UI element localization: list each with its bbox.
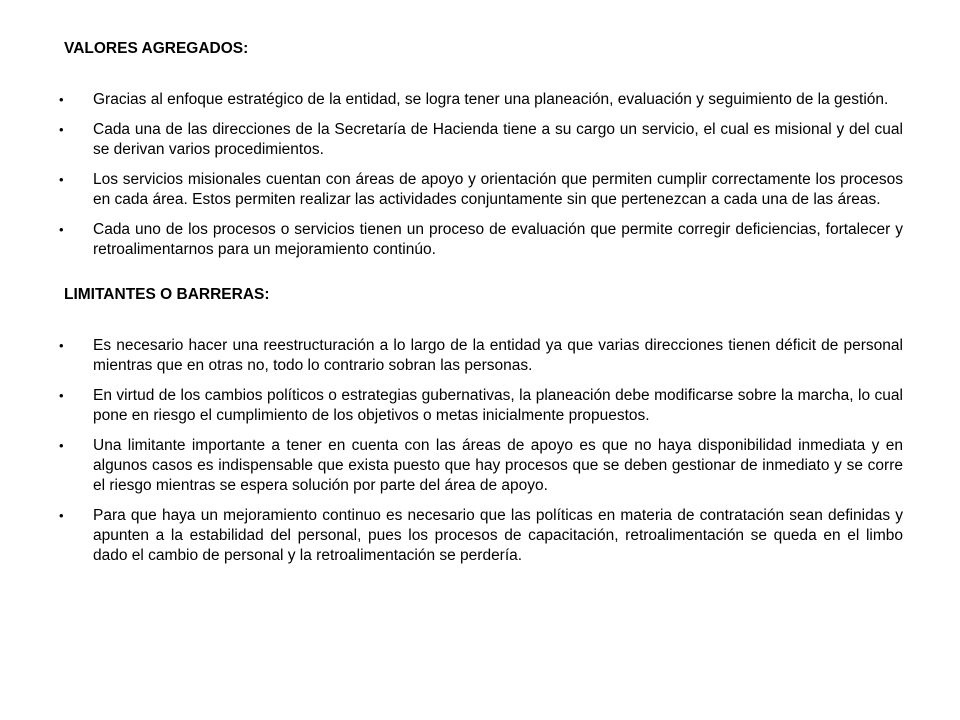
list-item [59,386,903,426]
list-item-text: Los servicios misionales cuentan con áreas de apoyo y orientación que permiten cumplir correctamente los procesos en cada área. Estos permiten realizar las actividades conjuntamente sin que pertenezcan a cada una de las áreas. [93,171,903,208]
bullet-icon: • [59,222,64,237]
bullet-list [59,90,903,260]
bullet-list [59,336,903,566]
list-item [59,90,903,110]
list-item-text: Una limitante importante a tener en cuenta con las áreas de apoyo es que no haya disponibilidad inmediata y en algunos casos es indispensable que exista puesto que hay procesos que se deben gestionar de inmediato y se corre el riesgo mientras se espera solución por parte del área de apoyo. [93,437,903,494]
list-item-text: Es necesario hacer una reestructuración a lo largo de la entidad ya que varias direcciones tienen déficit de personal mientras que en otras no, todo lo contrario sobran las personas. [93,337,903,374]
bullet-icon: • [59,172,64,187]
list-item [59,170,903,210]
bullet-icon: • [59,92,64,107]
list-item-text: Cada uno de los procesos o servicios tienen un proceso de evaluación que permite corregir deficiencias, fortalecer y retroalimentarnos para un mejoramiento continúo. [93,221,903,258]
section-heading: VALORES AGREGADOS: [64,40,249,57]
bullet-icon: • [59,508,64,523]
list-item [59,506,903,566]
bullet-icon: • [59,388,64,403]
section-heading: LIMITANTES O BARRERAS: [64,286,270,303]
list-item-text: Cada una de las direcciones de la Secretaría de Hacienda tiene a su cargo un servicio, el cual es misional y del cual se derivan varios procedimientos. [93,121,903,158]
bullet-icon: • [59,438,64,453]
list-item [59,220,903,260]
list-item-text: En virtud de los cambios políticos o estrategias gubernativas, la planeación debe modificarse sobre la marcha, lo cual pone en riesgo el cumplimiento de los objetivos o metas inicialmente propuestos. [93,387,903,424]
list-item [59,120,903,160]
bullet-icon: • [59,338,64,353]
list-item-text: Gracias al enfoque estratégico de la entidad, se logra tener una planeación, evaluación y seguimiento de la gestión. [93,91,889,108]
list-item-text: Para que haya un mejoramiento continuo es necesario que las políticas en materia de contratación sean definidas y apunten a la estabilidad del personal, pues los procesos de capacitación, retroalimentación se queda en el limbo dado el cambio de personal y la retroalimentación se perdería. [93,507,903,564]
section-limitantes-barreras [59,285,903,566]
section-valores-agregados [59,39,903,260]
bullet-icon: • [59,122,64,137]
list-item [59,336,903,376]
list-item [59,436,903,496]
